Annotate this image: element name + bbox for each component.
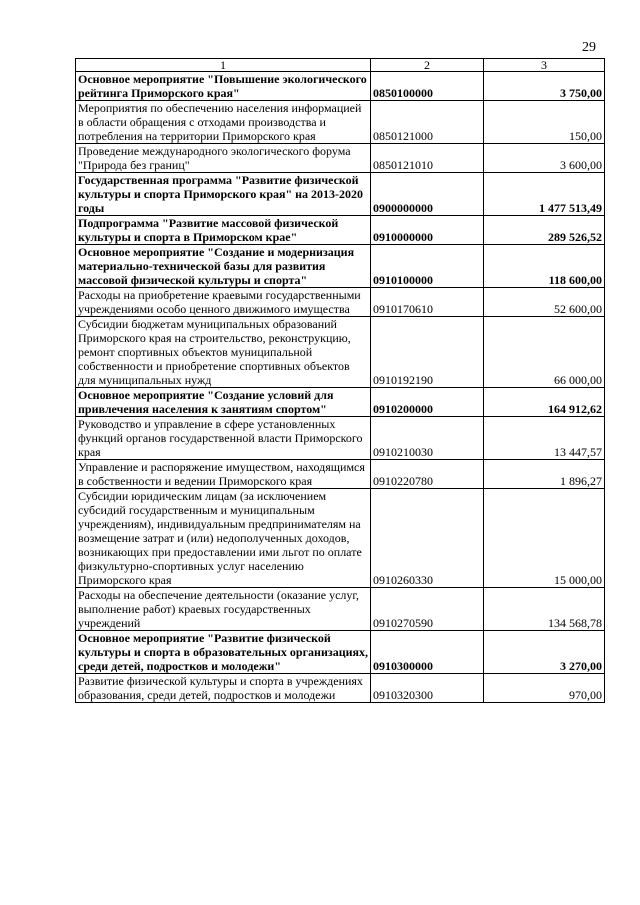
table-header-row bbox=[76, 59, 605, 72]
budget-table bbox=[75, 58, 605, 703]
row-amount-cell: 3 270,00 bbox=[484, 631, 605, 674]
row-amount-cell: 52 600,00 bbox=[484, 288, 605, 317]
table-row bbox=[76, 72, 605, 101]
column-header-2: 2 bbox=[371, 59, 484, 72]
row-name-cell: Руководство и управление в сфере установленных функций органов государственной власти Приморского края bbox=[76, 417, 371, 460]
row-name-cell: Проведение международного экологического форума "Природа без границ" bbox=[76, 144, 371, 173]
row-name-cell: Субсидии бюджетам муниципальных образований Приморского края на строительство, реконструкцию, ремонт спортивных объектов муниципальной собственности и приобретение спортивных объектов для муниципальных нужд bbox=[76, 317, 371, 388]
row-code-cell: 0900000000 bbox=[371, 173, 484, 216]
row-code-cell: 0910100000 bbox=[371, 245, 484, 288]
row-amount-cell: 970,00 bbox=[484, 674, 605, 703]
table-row bbox=[76, 216, 605, 245]
row-name-cell: Субсидии юридическим лицам (за исключением субсидий государственным и муниципальным учреждениям), индивидуальным предпринимателям на возмещение затрат и (или) недополученных доходов, возникающих при предоставлении ими льгот по оплате физкультурно-спортивных услуг населению Приморского края bbox=[76, 489, 371, 588]
row-amount-cell: 134 568,78 bbox=[484, 588, 605, 631]
row-name-cell: Управление и распоряжение имуществом, находящимся в собственности и ведении Приморского края bbox=[76, 460, 371, 489]
page-number: 29 bbox=[582, 40, 596, 55]
row-code-cell: 0850121010 bbox=[371, 144, 484, 173]
row-amount-cell: 66 000,00 bbox=[484, 317, 605, 388]
row-code-cell: 0910260330 bbox=[371, 489, 484, 588]
row-amount-cell: 15 000,00 bbox=[484, 489, 605, 588]
row-name-cell: Основное мероприятие "Создание и модернизация материально-технической базы для развития массовой физической культуры и спорта" bbox=[76, 245, 371, 288]
row-amount-cell: 289 526,52 bbox=[484, 216, 605, 245]
table-row bbox=[76, 101, 605, 144]
row-amount-cell: 118 600,00 bbox=[484, 245, 605, 288]
table-row bbox=[76, 417, 605, 460]
table-row bbox=[76, 245, 605, 288]
row-amount-cell: 1 896,27 bbox=[484, 460, 605, 489]
row-amount-cell: 3 600,00 bbox=[484, 144, 605, 173]
row-amount-cell: 13 447,57 bbox=[484, 417, 605, 460]
table-row bbox=[76, 588, 605, 631]
row-code-cell: 0850121000 bbox=[371, 101, 484, 144]
table-row bbox=[76, 288, 605, 317]
row-name-cell: Основное мероприятие "Развитие физической культуры и спорта в образовательных организациях, среди детей, подростков и молодежи" bbox=[76, 631, 371, 674]
row-amount-cell: 164 912,62 bbox=[484, 388, 605, 417]
row-name-cell: Основное мероприятие "Повышение экологического рейтинга Приморского края" bbox=[76, 72, 371, 101]
column-header-3: 3 bbox=[484, 59, 605, 72]
table-row bbox=[76, 631, 605, 674]
row-code-cell: 0910170610 bbox=[371, 288, 484, 317]
table-row bbox=[76, 317, 605, 388]
table-row bbox=[76, 489, 605, 588]
row-code-cell: 0910270590 bbox=[371, 588, 484, 631]
row-code-cell: 0910210030 bbox=[371, 417, 484, 460]
row-code-cell: 0910000000 bbox=[371, 216, 484, 245]
row-code-cell: 0910220780 bbox=[371, 460, 484, 489]
row-code-cell: 0910320300 bbox=[371, 674, 484, 703]
row-name-cell: Подпрограмма "Развитие массовой физической культуры и спорта в Приморском крае" bbox=[76, 216, 371, 245]
row-amount-cell: 150,00 bbox=[484, 101, 605, 144]
row-code-cell: 0850100000 bbox=[371, 72, 484, 101]
table-row bbox=[76, 173, 605, 216]
row-name-cell: Основное мероприятие "Создание условий для привлечения населения к занятиям спортом" bbox=[76, 388, 371, 417]
row-name-cell: Мероприятия по обеспечению населения информацией в области обращения с отходами производства и потребления на территории Приморского края bbox=[76, 101, 371, 144]
row-amount-cell: 3 750,00 bbox=[484, 72, 605, 101]
row-amount-cell: 1 477 513,49 bbox=[484, 173, 605, 216]
column-header-1: 1 bbox=[76, 59, 371, 72]
row-name-cell: Развитие физической культуры и спорта в учреждениях образования, среди детей, подростков и молодежи bbox=[76, 674, 371, 703]
row-code-cell: 0910192190 bbox=[371, 317, 484, 388]
table-row bbox=[76, 460, 605, 489]
row-code-cell: 0910200000 bbox=[371, 388, 484, 417]
row-code-cell: 0910300000 bbox=[371, 631, 484, 674]
table-row bbox=[76, 674, 605, 703]
row-name-cell: Расходы на обеспечение деятельности (оказание услуг, выполнение работ) краевых государственных учреждений bbox=[76, 588, 371, 631]
row-name-cell: Расходы на приобретение краевыми государственными учреждениями особо ценного движимого имущества bbox=[76, 288, 371, 317]
table-row bbox=[76, 144, 605, 173]
table-row bbox=[76, 388, 605, 417]
row-name-cell: Государственная программа "Развитие физической культуры и спорта Приморского края" на 2013-2020 годы bbox=[76, 173, 371, 216]
